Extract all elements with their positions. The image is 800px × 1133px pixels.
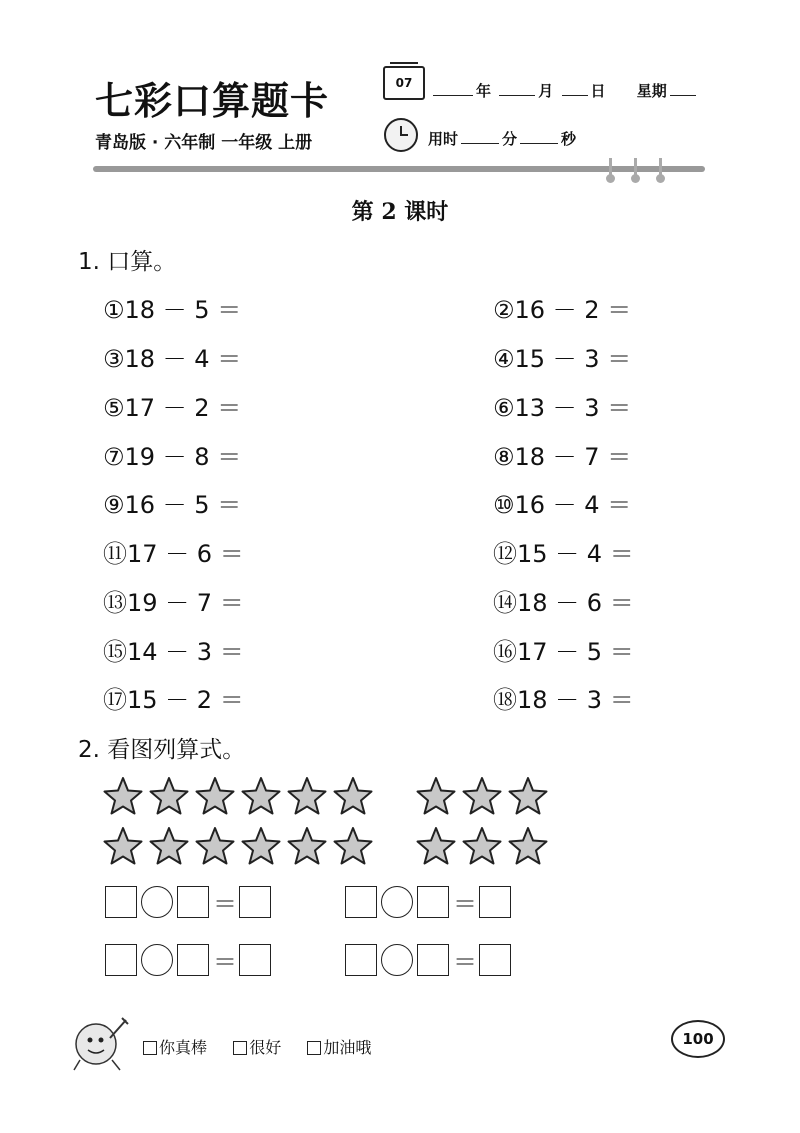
brand-title: 七彩口算题卡 (95, 78, 330, 123)
problem-7: ⑦19 － 8 ＝ (103, 443, 242, 471)
star-group-left (102, 775, 374, 867)
star-icon (507, 825, 549, 867)
star-icon (332, 775, 374, 817)
star-icon (194, 825, 236, 867)
equation-template-3 (105, 942, 271, 977)
equals-sign: ＝ (453, 890, 477, 918)
header-divider (93, 166, 705, 172)
mascot-icon (70, 1010, 136, 1072)
equation-template-1 (105, 884, 271, 919)
equation-template-4 (345, 942, 511, 977)
answer-box[interactable] (479, 886, 511, 918)
lesson-title: 第 2 课时 (351, 199, 449, 225)
star-icon (461, 775, 503, 817)
problem-6: ⑥13 － 3 ＝ (493, 394, 632, 422)
date-line (430, 80, 699, 101)
problem-13: ⑬19 － 7 ＝ (103, 589, 244, 617)
binder-pin (634, 158, 637, 180)
answer-box[interactable] (417, 944, 449, 976)
star-icon (194, 775, 236, 817)
checkbox-great[interactable] (143, 1041, 157, 1055)
clock-icon (384, 118, 418, 152)
star-icon (240, 775, 282, 817)
star-icon (286, 775, 328, 817)
problem-18: ⑱18 － 3 ＝ (493, 686, 634, 714)
problem-12: ⑫15 － 4 ＝ (493, 540, 634, 568)
star-row (415, 775, 549, 817)
problem-17: ⑰15 － 2 ＝ (103, 686, 244, 714)
equation-template-2 (345, 884, 511, 919)
answer-box[interactable] (105, 944, 137, 976)
star-row (102, 775, 374, 817)
problem-11: ⑪17 － 6 ＝ (103, 540, 244, 568)
star-row (102, 825, 374, 867)
option-keep-going: 加油哦 (323, 1038, 372, 1057)
problem-10: ⑩16 － 4 ＝ (493, 491, 632, 519)
calendar-day: 07 (395, 76, 413, 90)
equals-sign: ＝ (453, 948, 477, 976)
equals-sign: ＝ (213, 890, 237, 918)
section1-heading: 1. 口算。 (78, 249, 177, 275)
star-icon (102, 775, 144, 817)
answer-box[interactable] (105, 886, 137, 918)
operator-circle[interactable] (381, 886, 413, 918)
checkbox-keep-going[interactable] (307, 1041, 321, 1055)
star-icon (240, 825, 282, 867)
star-icon (148, 825, 190, 867)
answer-box[interactable] (239, 944, 271, 976)
operator-circle[interactable] (141, 886, 173, 918)
answer-box[interactable] (417, 886, 449, 918)
answer-box[interactable] (345, 886, 377, 918)
problem-1: ①18 － 5 ＝ (103, 296, 242, 324)
star-icon (148, 775, 190, 817)
time-line (428, 128, 576, 149)
problem-16: ⑯17 － 5 ＝ (493, 638, 634, 666)
problem-8: ⑧18 － 7 ＝ (493, 443, 632, 471)
answer-box[interactable] (239, 886, 271, 918)
star-icon (102, 825, 144, 867)
problem-14: ⑭18 － 6 ＝ (493, 589, 634, 617)
section2-heading: 2. 看图列算式。 (78, 737, 246, 763)
weekday-label: 星期 (636, 82, 667, 100)
option-good: 很好 (249, 1038, 282, 1057)
problem-3: ③18 － 4 ＝ (103, 345, 242, 373)
answer-box[interactable] (479, 944, 511, 976)
problem-2: ②16 － 2 ＝ (493, 296, 632, 324)
month-label: 月 (538, 82, 554, 100)
answer-box[interactable] (345, 944, 377, 976)
problem-9: ⑨16 － 5 ＝ (103, 491, 242, 519)
option-great: 你真棒 (159, 1038, 208, 1057)
star-icon (286, 825, 328, 867)
binder-pin (659, 158, 662, 180)
seconds-label: 秒 (561, 130, 577, 148)
star-icon (415, 775, 457, 817)
star-icon (507, 775, 549, 817)
equals-sign: ＝ (213, 948, 237, 976)
star-row (415, 825, 549, 867)
calendar-icon (383, 66, 425, 100)
star-icon (461, 825, 503, 867)
time-used-label: 用时 (428, 130, 459, 148)
binder-pin (609, 158, 612, 180)
checkbox-good[interactable] (233, 1041, 247, 1055)
edition-subtitle: 青岛版 · 六年制 一年级 上册 (95, 133, 313, 153)
problem-15: ⑮14 － 3 ＝ (103, 638, 244, 666)
year-label: 年 (476, 82, 492, 100)
day-label: 日 (590, 82, 606, 100)
operator-circle[interactable] (381, 944, 413, 976)
star-icon (415, 825, 457, 867)
star-group-right (415, 775, 549, 867)
page-number: 100 (671, 1020, 725, 1058)
problem-5: ⑤17 － 2 ＝ (103, 394, 242, 422)
answer-box[interactable] (177, 944, 209, 976)
star-icon (332, 825, 374, 867)
operator-circle[interactable] (141, 944, 173, 976)
answer-box[interactable] (177, 886, 209, 918)
self-evaluation (143, 1035, 371, 1058)
minutes-label: 分 (502, 130, 518, 148)
problem-4: ④15 － 3 ＝ (493, 345, 632, 373)
